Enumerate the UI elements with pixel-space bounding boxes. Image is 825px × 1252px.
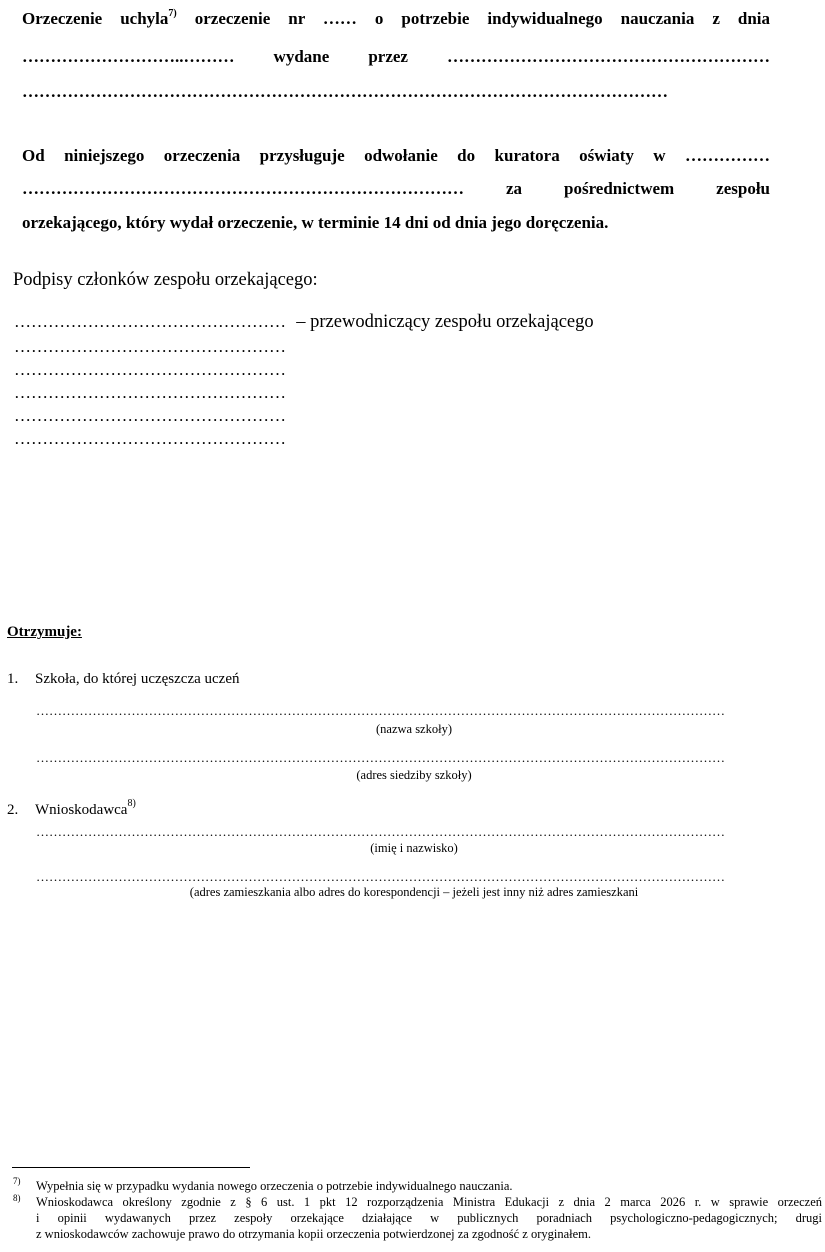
item-number: 2. bbox=[7, 802, 19, 818]
school-address-caption: (adres siedziby szkoły) bbox=[356, 768, 472, 782]
footnote-7-text: Wypełnia się w przypadku wydania nowego orzeczenia o potrzebie indywidualnego nauczania. bbox=[36, 1179, 513, 1193]
school-name-dotline: …………………………………………………………………………………………………………………………………………… bbox=[36, 703, 725, 718]
signature-line-chair bbox=[14, 312, 594, 333]
item-label: Wnioskodawca bbox=[35, 802, 128, 818]
school-address-dotline: …………………………………………………………………………………………………………………………………………… bbox=[36, 750, 725, 765]
recipient-item-2 bbox=[7, 798, 136, 819]
footnote-separator bbox=[12, 1167, 250, 1168]
school-name-caption: (nazwa szkoły) bbox=[375, 722, 452, 736]
signature-line: ………………………………………… bbox=[14, 360, 286, 379]
applicant-name-dotline: …………………………………………………………………………………………………………………………………………… bbox=[36, 824, 725, 839]
footnote-8-line-2: i opinii wydawanych przez zespoły orzekające działające w publicznych poradniach psychologiczno-pedagogicznych; drugi bbox=[36, 1211, 822, 1225]
decision-line-2: ………………………..……… wydane przez ………………………………………………… bbox=[22, 47, 770, 66]
footnote-7-number: 7) bbox=[13, 1176, 21, 1186]
decision-text-a: Orzeczenie uchyla bbox=[22, 9, 169, 28]
signature-line: ………………………………………… bbox=[14, 337, 286, 356]
appeal-line-2: …………………………………………………………………… za pośrednictwem zespołu bbox=[22, 179, 770, 198]
footnote-8-number: 8) bbox=[13, 1193, 21, 1203]
applicant-name-caption: (imię i nazwisko) bbox=[370, 841, 458, 855]
footnote-ref-7: 7) bbox=[168, 8, 177, 19]
signature-line: ………………………………………… bbox=[14, 429, 286, 448]
appeal-line-3: orzekającego, który wydał orzeczenie, w terminie 14 dni od dnia jego doręczenia. bbox=[22, 213, 609, 232]
item-label-wrap bbox=[35, 798, 136, 819]
signature-line: ………………………………………… bbox=[14, 383, 286, 402]
applicant-address-caption: (adres zamieszkania albo adres do korespondencji – jeżeli jest inny niż adres zamieszkani bbox=[189, 885, 639, 899]
recipient-item-1 bbox=[7, 671, 240, 688]
appeal-line-1: Od niniejszego orzeczenia przysługuje odwołanie do kuratora oświaty w …………… bbox=[22, 146, 770, 165]
item-number: 1. bbox=[7, 671, 19, 687]
footnote-ref-8: 8) bbox=[127, 798, 136, 809]
footnote-8-line-1: Wnioskodawca określony zgodnie z § 6 ust. 1 pkt 12 rozporządzenia Ministra Edukacji z dnia 2 marca 2026 r. w sprawie orzeczeń bbox=[36, 1195, 822, 1209]
recipients-heading: Otrzymuje: bbox=[7, 624, 82, 640]
decision-line-3: …………………………………………………………………………………………………… bbox=[22, 82, 668, 101]
chair-role: – przewodniczący zespołu orzekającego bbox=[296, 312, 594, 332]
decision-text-b: orzeczenie nr …… o potrzebie indywidualnego nauczania z dnia bbox=[194, 9, 770, 28]
footnote-8-line-3: z wnioskodawców zachowuje prawo do otrzymania kopii orzeczenia potwierdzonej za zgodność z oryginałem. bbox=[36, 1227, 591, 1241]
decision-line-1 bbox=[22, 9, 770, 29]
item-label: Szkoła, do której uczęszcza uczeń bbox=[35, 671, 240, 687]
signature-line: ………………………………………… bbox=[14, 406, 286, 425]
signatures-heading: Podpisy członków zespołu orzekającego: bbox=[13, 270, 318, 290]
signature-dots: ………………………………………… bbox=[14, 312, 286, 331]
applicant-address-dotline: …………………………………………………………………………………………………………………………………………… bbox=[36, 869, 725, 884]
